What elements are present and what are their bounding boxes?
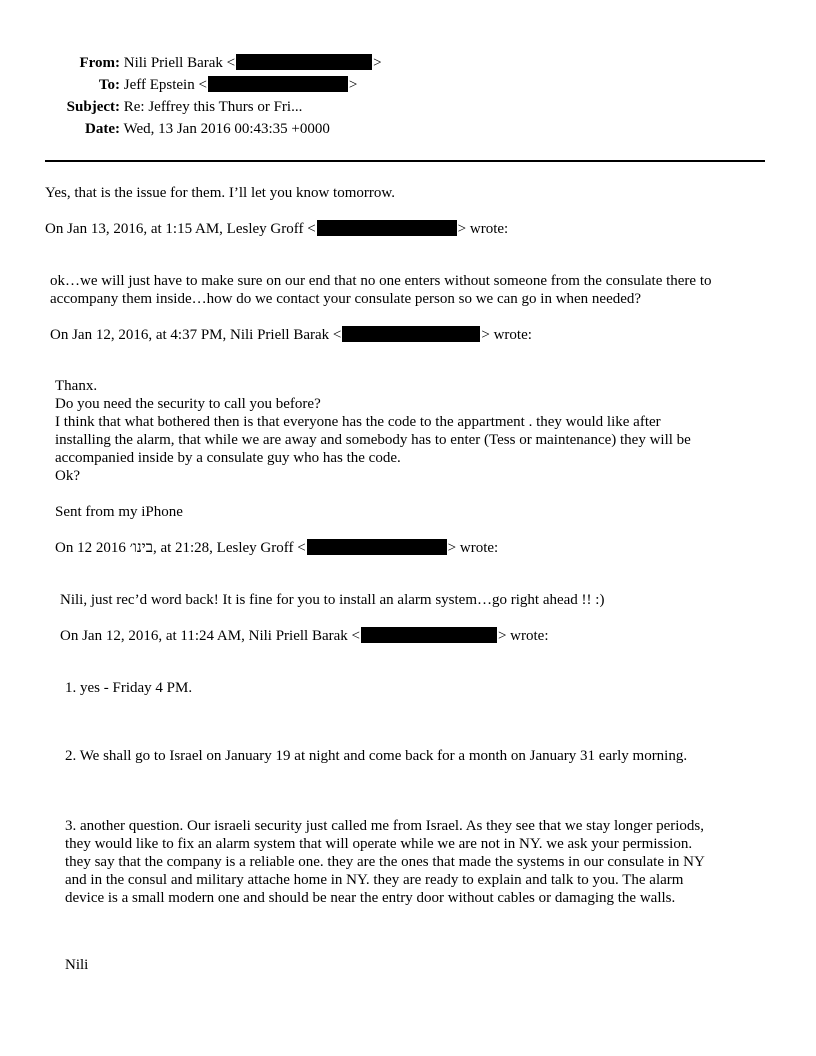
subject-label: Subject: [66,99,120,115]
redaction-bar [307,539,447,555]
quoted-text-line: I think that what bothered then is that everyone has the code to the appartment . they would like after [55,414,661,430]
header-divider [45,160,765,162]
to-row [60,76,357,94]
list-item: 2. We shall go to Israel on January 19 at night and come back for a month on January 31 early morning. [65,748,688,764]
to-label: To: [98,77,120,93]
quoted-text-line: installing the alarm, that while we are away and somebody has to enter (Tess or maintenance) they will be [55,432,691,448]
quoted-text-line: accompany them inside…how do we contact your consulate person so we can go in when needed? [50,291,642,307]
quoted-text-line: Thanx. [55,378,98,394]
list-item-continuation: they say that the company is a reliable one. they are the ones that made the systems in our consulate in NY [65,854,705,870]
attribution-prefix: On Jan 13, 2016, at 1:15 AM, Lesley Groff < [45,221,316,237]
quoted-text-line: accompanied inside by a consulate guy who has the code. [55,450,401,466]
reply-text: Yes, that is the issue for them. I’ll let you know tomorrow. [45,185,395,201]
quote-attribution [55,539,498,557]
redaction-bar [236,54,372,70]
quoted-text-line: Do you need the security to call you before? [55,396,321,412]
attribution-suffix: > wrote: [481,327,532,343]
redaction-bar [208,76,348,92]
from-label: From: [79,55,120,71]
from-value: Nili Priell Barak < [123,55,236,71]
list-item: 1. yes - Friday 4 PM. [65,680,193,696]
subject-row [60,98,302,116]
attribution-prefix: On Jan 12, 2016, at 11:24 AM, Nili Priell Barak < [60,628,360,644]
attribution-prefix: On 12 2016 ‏בינו׳‏, at 21:28, Lesley Groff < [55,540,306,556]
quoted-text-line: Nili, just rec’d word back! It is fine for you to install an alarm system…go right ahead !! :) [60,592,605,608]
list-item: 3. another question. Our israeli security just called me from Israel. As they see that we stay longer periods, [65,818,704,834]
quote-attribution [45,220,508,238]
from-row [60,54,382,72]
redaction-bar [361,627,497,643]
signoff: Nili [65,957,89,973]
quoted-text-line: Ok? [55,468,80,484]
list-item-continuation: they would like to fix an alarm system that will operate while we are not in NY. we ask your permission. [65,836,693,852]
date-label: Date: [85,121,120,137]
to-value: Jeff Epstein < [123,77,207,93]
quoted-text-line: ok…we will just have to make sure on our end that no one enters without someone from the consulate there to [50,273,712,289]
date-row [60,120,330,138]
attribution-suffix: > wrote: [497,628,549,644]
subject-value: Re: Jeffrey this Thurs or Fri... [123,99,303,115]
attribution-prefix: On Jan 12, 2016, at 4:37 PM, Nili Priell Barak < [50,327,342,343]
quote-attribution [50,326,532,344]
attribution-suffix: > wrote: [457,221,509,237]
from-tail: > [373,55,382,71]
redaction-bar [342,326,480,342]
date-value: Wed, 13 Jan 2016 00:43:35 +0000 [123,121,330,137]
to-tail: > [348,77,358,93]
list-item-continuation: and in the consul and military attache home in NY. they are ready to explain and talk to you. The alarm [65,872,684,888]
quote-attribution [60,627,549,645]
redaction-bar [317,220,457,236]
list-item-continuation: device is a small modern one and should be near the entry door without cables or damaging the walls. [65,890,676,906]
attribution-suffix: > wrote: [447,540,499,556]
signature-line: Sent from my iPhone [55,504,183,520]
